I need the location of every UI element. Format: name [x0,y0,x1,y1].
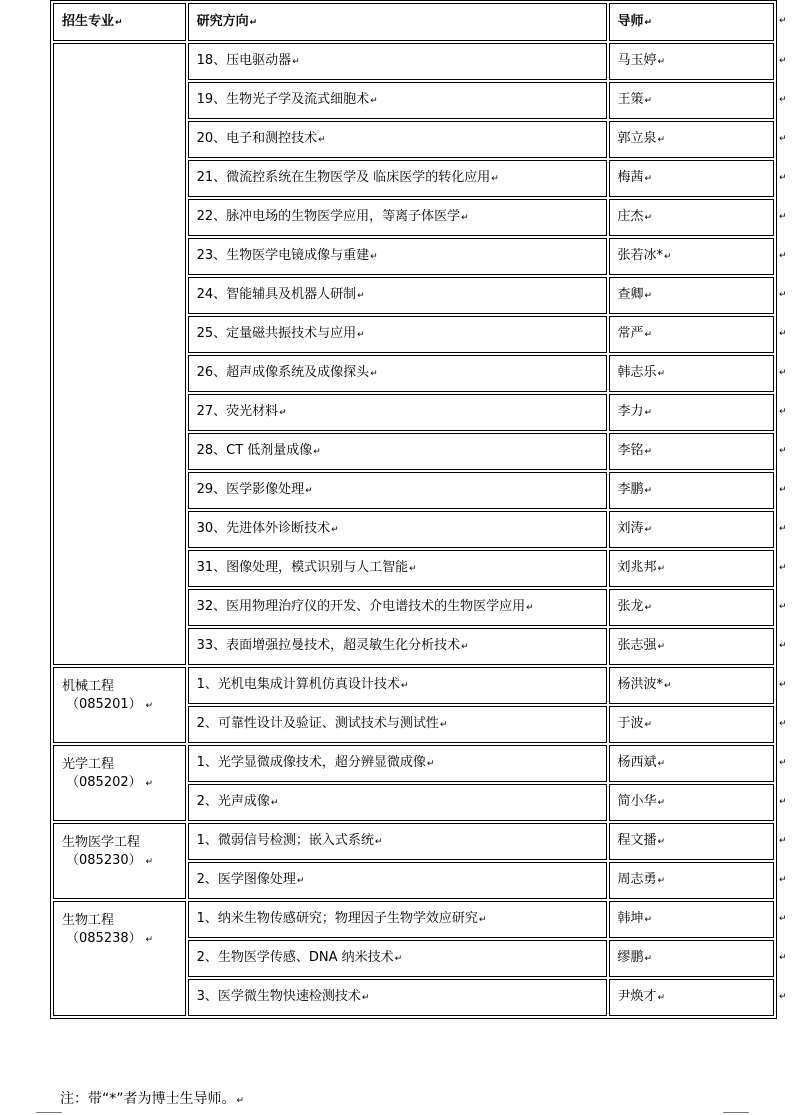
major-code: （085230） ↵ [66,853,154,868]
major-cell [53,667,186,743]
direction-cell: 1、光机电集成计算机仿真设计技术↵ [188,667,607,704]
advisor-cell: 查卿↵ [609,277,774,314]
row-end-mark: ↵ [779,757,787,768]
direction-cell: 26、超声成像系统及成像探头↵ [188,355,607,392]
direction-cell: 18、压电驱动器↵ [188,43,607,80]
direction-cell: 2、生物医学传感、DNA 纳米技术↵ [188,940,607,977]
row-end-mark: ↵ [779,250,787,261]
advisor-cell: 李铭↵ [609,433,774,470]
row-end-mark: ↵ [779,718,787,729]
direction-cell: 32、医用物理治疗仪的开发、介电谱技术的生物医学应用↵ [188,589,607,626]
header-direction: 研究方向↵ [188,3,607,41]
table-body [53,43,774,1016]
advisor-cell: 杨西斌↵ [609,745,774,782]
advisor-cell: 刘涛↵ [609,511,774,548]
advisor-cell: 刘兆邦↵ [609,550,774,587]
row-end-mark: ↵ [779,16,787,26]
row-end-mark: ↵ [779,484,787,495]
row-end-mark: ↵ [779,328,787,339]
row-end-mark: ↵ [779,640,787,651]
direction-cell: 24、智能辅具及机器人研制↵ [188,277,607,314]
row-end-mark: ↵ [779,991,787,1002]
direction-cell: 31、图像处理，模式识别与人工智能↵ [188,550,607,587]
advisor-cell: 马玉婷↵ [609,43,774,80]
row-end-mark: ↵ [779,406,787,417]
direction-cell: 19、生物光子学及流式细胞术↵ [188,82,607,119]
major-cell [53,745,186,821]
advisor-cell: 韩坤↵ [609,901,774,938]
direction-cell: 21、微流控系统在生物医学及 临床医学的转化应用↵ [188,160,607,197]
row-end-mark: ↵ [779,133,787,144]
advisor-cell: 缪鹏↵ [609,940,774,977]
table-row [53,667,774,704]
direction-cell: 2、光声成像↵ [188,784,607,821]
advisor-cell: 简小华↵ [609,784,774,821]
advisor-cell: 杨洪波*↵ [609,667,774,704]
row-end-mark: ↵ [779,523,787,534]
direction-cell: 1、光学显微成像技术，超分辨显微成像↵ [188,745,607,782]
major-code: （085201） ↵ [66,697,154,712]
row-end-mark: ↵ [779,835,787,846]
advisor-table [50,0,777,1019]
advisor-cell: 尹焕才↵ [609,979,774,1016]
major-name: 生物医学工程 [62,835,141,850]
major-name: 机械工程 [62,679,115,694]
advisor-cell: 周志勇↵ [609,862,774,899]
direction-cell: 25、定量磁共振技术与应用↵ [188,316,607,353]
row-end-mark: ↵ [779,367,787,378]
direction-cell: 27、荧光材料↵ [188,394,607,431]
advisor-cell: 程文播↵ [609,823,774,860]
direction-cell: 2、可靠性设计及验证、测试技术与测试性↵ [188,706,607,743]
advisor-cell: 梅茜↵ [609,160,774,197]
major-code: （085238） ↵ [66,931,154,946]
row-end-mark: ↵ [779,94,787,105]
major-cell [53,43,186,665]
table-row [53,823,774,860]
row-end-mark: ↵ [779,172,787,183]
major-name: 光学工程 [62,757,115,772]
header-row [53,3,774,41]
direction-cell: 22、脉冲电场的生物医学应用，等离子体医学↵ [188,199,607,236]
header-major: 招生专业↵ [53,3,186,41]
direction-cell: 23、生物医学电镜成像与重建↵ [188,238,607,275]
row-end-mark: ↵ [779,952,787,963]
direction-cell: 33、表面增强拉曼技术，超灵敏生化分析技术↵ [188,628,607,665]
advisor-cell: 李鹏↵ [609,472,774,509]
row-end-mark: ↵ [779,601,787,612]
direction-cell: 1、微弱信号检测；嵌入式系统↵ [188,823,607,860]
header-advisor: 导师↵ [609,3,774,41]
row-end-mark: ↵ [779,55,787,66]
advisor-cell: 韩志乐↵ [609,355,774,392]
advisor-cell: 郭立泉↵ [609,121,774,158]
row-end-mark: ↵ [779,796,787,807]
row-end-mark: ↵ [779,874,787,885]
advisor-cell: 张志强↵ [609,628,774,665]
table-row [53,43,774,80]
direction-cell: 1、纳米生物传感研究；物理因子生物学效应研究↵ [188,901,607,938]
row-end-mark: ↵ [779,211,787,222]
advisor-cell: 李力↵ [609,394,774,431]
advisor-cell: 张若冰*↵ [609,238,774,275]
direction-cell: 30、先进体外诊断技术↵ [188,511,607,548]
advisor-cell: 张龙↵ [609,589,774,626]
page-rule-left [36,1112,62,1113]
direction-cell: 3、医学微生物快速检测技术↵ [188,979,607,1016]
major-name: 生物工程 [62,913,115,928]
direction-cell: 2、医学图像处理↵ [188,862,607,899]
advisor-cell: 常严↵ [609,316,774,353]
row-end-mark: ↵ [779,445,787,456]
page-rule-right [723,1112,749,1113]
row-end-mark: ↵ [779,289,787,300]
row-end-mark: ↵ [779,679,787,690]
direction-cell: 28、CT 低剂量成像↵ [188,433,607,470]
row-end-mark: ↵ [779,913,787,924]
advisor-cell: 王策↵ [609,82,774,119]
direction-cell: 20、电子和测控技术↵ [188,121,607,158]
major-cell [53,901,186,1016]
table-row [53,901,774,938]
row-end-mark: ↵ [779,562,787,573]
direction-cell: 29、医学影像处理↵ [188,472,607,509]
advisor-cell: 庄杰↵ [609,199,774,236]
table-row [53,745,774,782]
footnote: 注：带“*”者为博士生导师。↵ [60,1091,245,1107]
major-code: （085202） ↵ [66,775,154,790]
advisor-cell: 于波↵ [609,706,774,743]
major-cell [53,823,186,899]
